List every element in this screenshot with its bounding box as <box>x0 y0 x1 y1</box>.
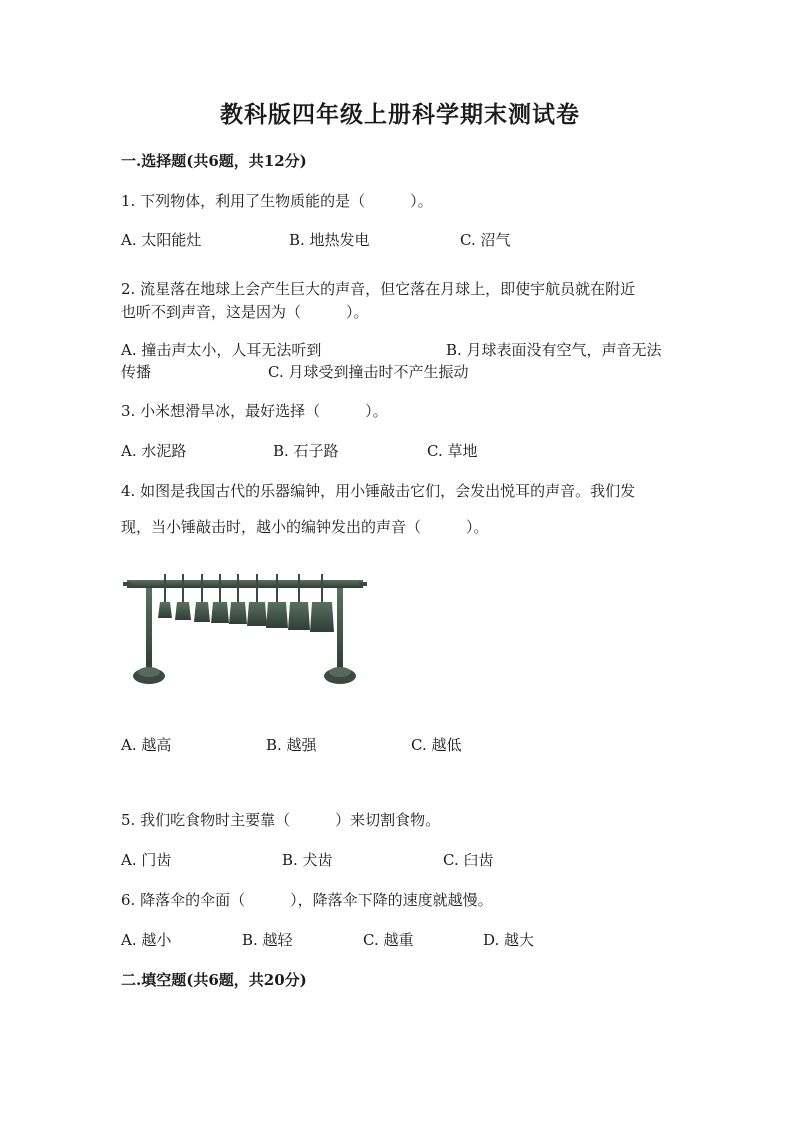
q4-option-a[interactable]: A. 越高 <box>121 736 172 754</box>
q5-option-a[interactable]: A. 门齿 <box>121 851 172 869</box>
q4-option-c[interactable]: C. 越低 <box>411 736 462 754</box>
q5-option-b[interactable]: B. 犬齿 <box>282 851 333 869</box>
question-4-text-line1: 4. 如图是我国古代的乐器编钟，用小锤敲击它们，会发出悦耳的声音。我们发 <box>121 482 636 500</box>
page-title: 教科版四年级上册科学期末测试卷 <box>220 101 580 128</box>
question-6-text: 6. 降落伞的伞面（ ），降落伞下降的速度就越慢。 <box>121 891 493 909</box>
q2-option-b[interactable]: B. 月球表面没有空气，声音无法 <box>446 341 662 359</box>
question-2-text-line2: 也听不到声音，这是因为（ ）。 <box>121 303 369 321</box>
question-1-text: 1. 下列物体，利用了生物质能的是（ ）。 <box>121 192 433 210</box>
bianzhong-bells-image <box>121 566 371 696</box>
q2-option-c[interactable]: C. 月球受到撞击时不产生振动 <box>268 363 469 381</box>
q6-option-d[interactable]: D. 越大 <box>483 931 535 949</box>
q2-option-b-cont: 传播 <box>121 363 152 381</box>
q6-option-c[interactable]: C. 越重 <box>363 931 414 949</box>
q1-option-b[interactable]: B. 地热发电 <box>289 231 370 249</box>
q3-option-c[interactable]: C. 草地 <box>427 442 478 460</box>
section-heading-fill: 二.填空题(共6题，共20分) <box>121 971 307 989</box>
q3-option-b[interactable]: B. 石子路 <box>273 442 339 460</box>
bell-rack-right-post <box>337 588 343 670</box>
q6-option-b[interactable]: B. 越轻 <box>242 931 293 949</box>
question-2-text-line1: 2. 流星落在地球上会产生巨大的声音，但它落在月球上，即使宇航员就在附近 <box>121 280 636 298</box>
question-4-text-line2: 现，当小锤敲击时，越小的编钟发出的声音（ ）。 <box>121 518 489 536</box>
question-5-text: 5. 我们吃食物时主要靠（ ）来切割食物。 <box>121 811 441 829</box>
q2-option-a[interactable]: A. 撞击声太小，人耳无法听到 <box>121 341 322 359</box>
bell-rack-left-post <box>146 588 152 670</box>
question-3-text: 3. 小米想滑旱冰，最好选择（ ）。 <box>121 402 388 420</box>
q1-option-c[interactable]: C. 沼气 <box>460 231 511 249</box>
q1-option-a[interactable]: A. 太阳能灶 <box>121 231 202 249</box>
q4-option-b[interactable]: B. 越强 <box>266 736 317 754</box>
bell-rack-beam <box>127 580 363 588</box>
q6-option-a[interactable]: A. 越小 <box>121 931 172 949</box>
q3-option-a[interactable]: A. 水泥路 <box>121 442 187 460</box>
q5-option-c[interactable]: C. 臼齿 <box>443 851 494 869</box>
section-heading-choice: 一.选择题(共6题，共12分) <box>121 152 307 170</box>
